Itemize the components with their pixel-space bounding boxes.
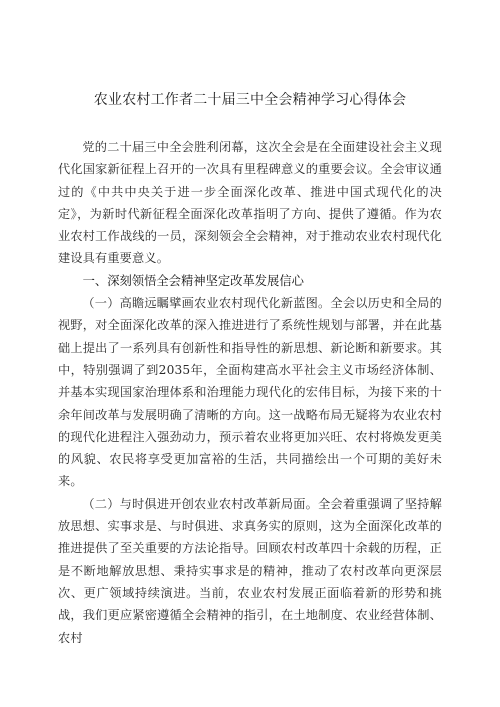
document-body	[58, 136, 442, 649]
intro-paragraph: 党的二十届三中全会胜利闭幕，这次全会是在全面建设社会主义现代化国家新征程上召开的一次具有里程碑意义的重要会议。全会审议通过的《中共中央关于进一步全面深化改革、推进中国式现代化的决定》，为新时代新征程全面深化改革指明了方向、提供了遵循。作为农业农村工作战线的一员，深刻领会全会精神，对于推动农业农村现代化建设具有重要意义。	[58, 140, 442, 266]
document-title: 农业农村工作者二十届三中全会精神学习心得体会	[93, 92, 407, 108]
section-heading: 一、深刻领悟全会精神坚定改革发展信心	[82, 273, 304, 288]
body-paragraph: （一）高瞻远瞩擘画农业农村现代化新蓝图。全会以历史和全局的视野，对全面深化改革的深入推进进行了系统性规划与部署，并在此基础上提出了一系列具有创新性和指导性的新思想、新论断和新要求。其中，特别强调了到2035年，全面构建高水平社会主义市场经济体制、并基本实现国家治理体系和治理能力现代化的宏伟目标，为接下来的十余年间改革与发展明确了清晰的方向。这一战略布局无疑将为农业农村的现代化进程注入强劲动力，预示着农业将更加兴旺、农村将焕发更美的风貌、农民将享受更加富裕的生活，共同描绘出一个可期的美好未来。	[58, 296, 442, 489]
body-paragraph: （二）与时俱进开创农业农村改革新局面。全会着重强调了坚持解放思想、实事求是、与时俱进、求真务实的原则，这为全面深化改革的推进提供了至关重要的方法论指导。回顾农村改革四十余载的历程，正是不断地解放思想、秉持实事求是的精神，推动了农村改革向更深层次、更广领域持续演进。当前，农业农村发展正面临着新的形势和挑战，我们更应紧密遵循全会精神的指引，在土地制度、农业经营体制、农村	[58, 496, 442, 645]
